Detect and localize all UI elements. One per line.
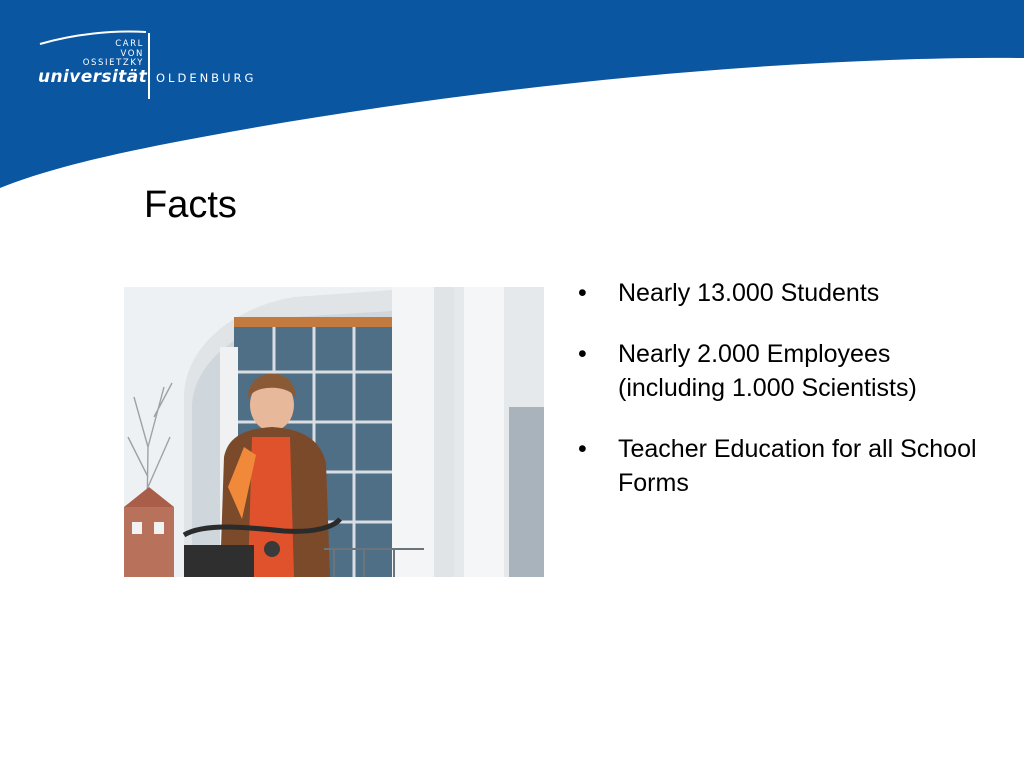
slide-title: Facts [144,184,237,226]
logo-divider [148,33,150,99]
fact-teacher-education: Teacher Education for all School Forms [618,435,977,497]
list-item [578,337,998,405]
campus-photo [124,287,544,577]
university-logo [34,28,274,108]
fact-students: Nearly 13.000 Students [618,279,880,307]
logo-city: OLDENBURG [156,71,257,85]
logo-line-carl: CARL [115,39,144,49]
bullet-icon: • [578,279,587,307]
logo-line-von: VON [120,48,144,59]
bullet-icon: • [578,340,587,368]
logo-line-ossietzky: OSSIETZKY [82,58,144,68]
list-item [578,432,998,500]
list-item [578,276,998,310]
logo-name-block [83,40,144,69]
facts-list [578,276,998,527]
logo-wordmark: universität [38,67,148,87]
bullet-icon: • [578,435,587,463]
fact-employees: Nearly 2.000 Employees (including 1.000 Scientists) [618,340,917,402]
